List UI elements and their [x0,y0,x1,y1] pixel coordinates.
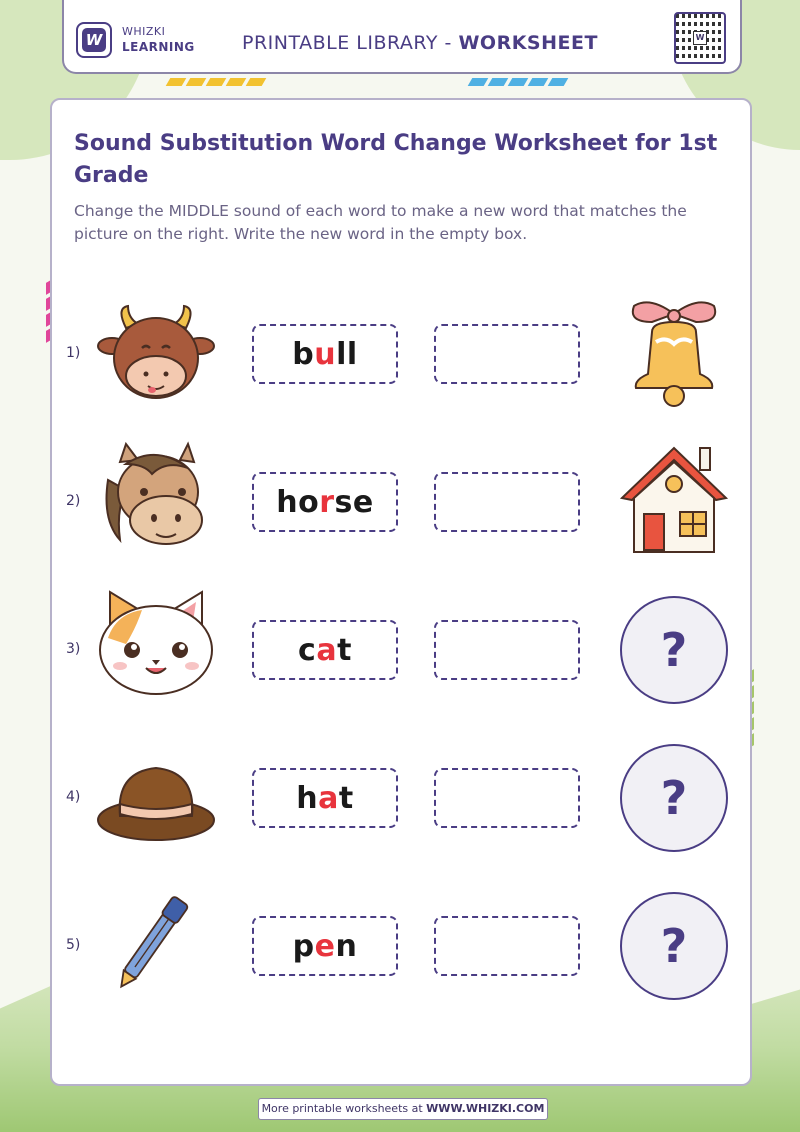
word-start: h [296,780,319,816]
answer-box[interactable] [434,916,580,976]
worksheet-instructions: Change the MIDDLE sound of each word to make a new word that matches the picture on the right. Write the new word in the empty box. [74,202,687,243]
brand-name-line1: WHIZKI [122,25,166,38]
exercise-row-3 [60,586,740,716]
word-start: p [292,928,315,964]
original-word-box [252,620,398,680]
original-word-box [252,768,398,828]
pen-icon [96,882,216,992]
middle-sound-letter: e [314,928,336,964]
exercise-row-4 [60,734,740,864]
word-start: c [298,632,317,668]
header-title [242,32,598,54]
item-number: 4) [66,789,81,805]
item-number: 3) [66,641,81,657]
yellow-stripes-decoration [168,78,264,88]
word-end: n [335,928,358,964]
header-title-prefix: PRINTABLE LIBRARY - [242,32,459,54]
word-end: se [334,484,374,520]
question-mark-icon: ? [620,892,728,1000]
question-mark-icon: ? [620,596,728,704]
middle-sound-letter: u [314,336,337,372]
word-start: b [292,336,315,372]
original-word-box [252,472,398,532]
footer-url: WWW.WHIZKI.COM [426,1102,545,1115]
middle-sound-letter: a [318,780,339,816]
answer-box[interactable] [434,768,580,828]
word-end: ll [336,336,358,372]
whizki-logo[interactable] [76,22,112,58]
worksheet-title: Sound Substitution Word Change Worksheet for 1st Grade [74,131,718,188]
middle-sound-letter: a [316,632,338,668]
exercise-row-2 [60,438,740,568]
word-start: ho [276,484,320,520]
word-end: t [337,632,352,668]
qr-code-icon[interactable] [674,12,726,64]
bull-face-icon [96,298,216,408]
answer-box[interactable] [434,324,580,384]
hat-icon [96,748,216,858]
blue-stripes-decoration [470,78,566,88]
item-number: 1) [66,345,81,361]
brand-name-line2: LEARNING [122,40,195,54]
answer-box[interactable] [434,472,580,532]
word-end: t [338,780,354,816]
header-title-bold: WORKSHEET [458,32,598,54]
item-number: 5) [66,937,81,953]
house-icon [616,440,732,556]
exercise-row-5 [60,882,740,1012]
footer-prefix: More printable worksheets at [261,1102,427,1115]
logo-letter: W [82,28,106,52]
original-word-box [252,324,398,384]
exercise-row-1 [60,290,740,420]
footer-link[interactable] [258,1098,548,1120]
page-header [62,0,742,74]
original-word-box [252,916,398,976]
answer-box[interactable] [434,620,580,680]
bell-icon [616,292,732,408]
item-number: 2) [66,493,81,509]
question-mark-icon: ? [620,744,728,852]
horse-face-icon [96,440,216,550]
qr-center-letter: W [693,31,707,45]
middle-sound-letter: r [319,484,335,520]
cat-face-icon [96,588,216,698]
